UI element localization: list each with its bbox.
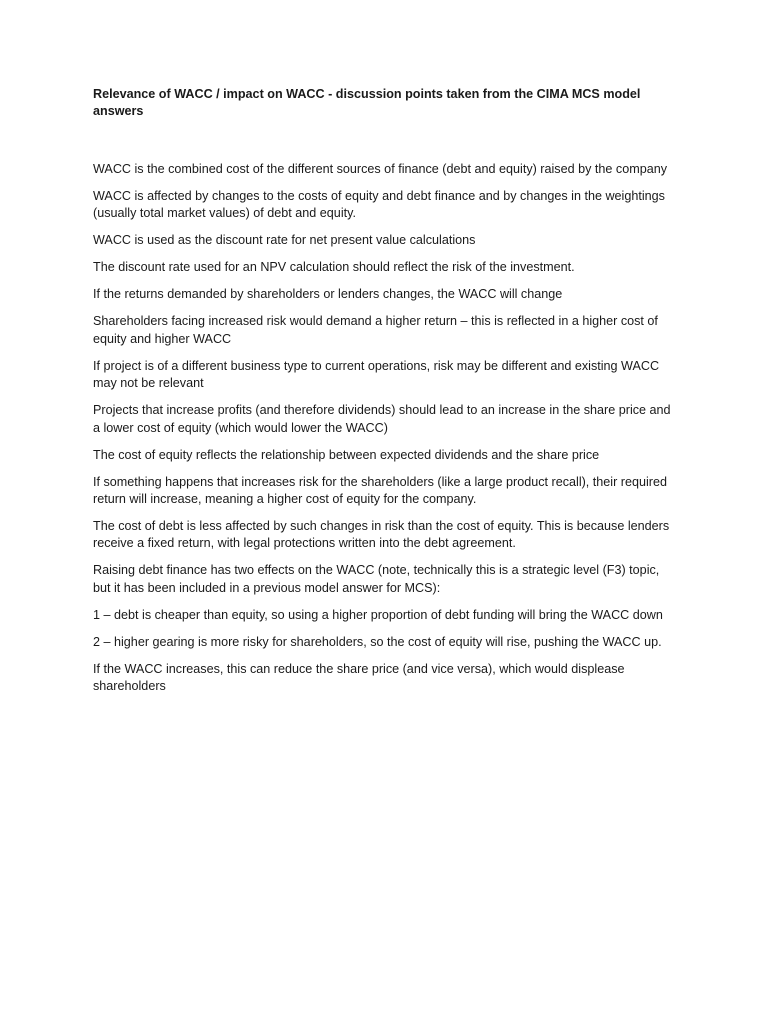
paragraph-13: 1 – debt is cheaper than equity, so using a higher proportion of debt funding will bring the WACC down xyxy=(93,607,663,622)
paragraph-2: WACC is affected by changes to the costs of equity and debt finance and by changes in the weightings (usually total market values) of debt and equity. xyxy=(93,189,665,221)
paragraph-3: WACC is used as the discount rate for net present value calculations xyxy=(93,233,476,248)
paragraph-8: Projects that increase profits (and therefore dividends) should lead to an increase in the share price and a lower cost of equity (which would lower the WACC) xyxy=(93,403,671,435)
paragraph-7: If project is of a different business type to current operations, risk may be different and existing WACC may not be relevant xyxy=(93,358,660,391)
paragraph-14: 2 – higher gearing is more risky for shareholders, so the cost of equity will rise, pushing the WACC up. xyxy=(93,634,662,649)
paragraph-4: The discount rate used for an NPV calculation should reflect the risk of the investment. xyxy=(93,260,575,275)
paragraph-15: If the WACC increases, this can reduce the share price (and vice versa), which would displease shareholders xyxy=(93,661,625,694)
paragraph-5: If the returns demanded by shareholders or lenders changes, the WACC will change xyxy=(93,287,563,302)
paragraph-9: The cost of equity reflects the relationship between expected dividends and the share price xyxy=(93,447,600,462)
paragraph-6: Shareholders facing increased risk would demand a higher return – this is reflected in a higher cost of equity and higher WACC xyxy=(93,314,658,346)
paragraph-11: The cost of debt is less affected by such changes in risk than the cost of equity. This is because lenders receive a fixed return, with legal protections written into the debt agreement. xyxy=(93,519,670,551)
paragraph-10: If something happens that increases risk for the shareholders (like a large product recall), their required return will increase, meaning a higher cost of equity for the company. xyxy=(93,474,668,507)
paragraph-12: Raising debt finance has two effects on the WACC (note, technically this is a strategic level (F3) topic, but it has been included in a previous model answer for MCS): xyxy=(93,563,660,595)
paragraph-1: WACC is the combined cost of the different sources of finance (debt and equity) raised by the company xyxy=(93,162,668,176)
document-title: Relevance of WACC / impact on WACC - discussion points taken from the CIMA MCS model answers xyxy=(93,87,641,118)
